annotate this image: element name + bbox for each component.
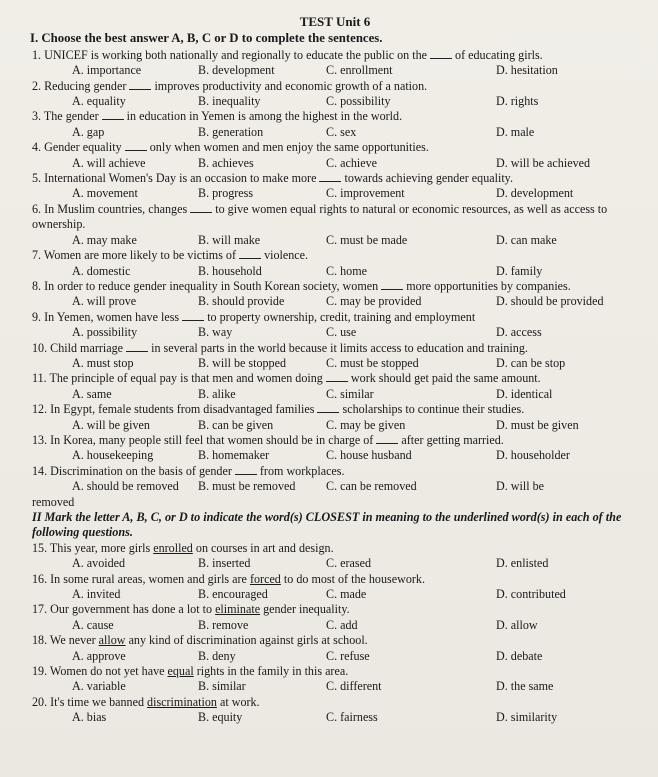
- question-prefix: 17. Our government has done a lot to: [32, 602, 213, 617]
- question-text: [32, 633, 638, 648]
- option-d: D. the same: [496, 679, 554, 694]
- option-d: D. debate: [496, 648, 543, 663]
- option-a: A. importance: [72, 63, 142, 78]
- question-suffix: towards achieving gender equality.: [344, 171, 513, 186]
- question-prefix: 4. Gender equality: [32, 140, 122, 155]
- question-prefix: 13. In Korea, many people still feel that women should be in charge of: [32, 432, 374, 447]
- option-b: B. will be stopped: [198, 355, 287, 370]
- underlined-word: eliminate: [215, 602, 261, 617]
- options-row: [72, 156, 638, 171]
- question-suffix: at work.: [219, 694, 260, 709]
- option-d: D. can be stop: [496, 355, 566, 370]
- option-b: B. must be removed: [198, 479, 296, 494]
- question-text: [32, 248, 638, 263]
- question-item: [32, 140, 638, 171]
- options-row: [72, 710, 638, 725]
- options-row: [72, 325, 638, 340]
- options-row: [72, 125, 638, 140]
- question-item: [32, 310, 638, 341]
- option-b: B. household: [198, 263, 262, 278]
- answer-blank: [319, 171, 341, 182]
- option-c: C. similar: [326, 386, 374, 401]
- question-text: [32, 464, 638, 479]
- question-prefix: 10. Child marriage: [32, 340, 124, 355]
- question-suffix: to give women equal rights to natural or economic resources, as well as access to ownership.: [32, 201, 608, 232]
- question-item: [32, 572, 638, 603]
- question-text: [32, 664, 638, 679]
- options-row: [72, 587, 638, 602]
- underlined-word: equal: [167, 664, 194, 679]
- option-d: D. allow: [496, 617, 538, 632]
- option-a: A. must stop: [72, 355, 134, 370]
- underlined-word: discrimination: [147, 694, 217, 709]
- option-d: D. can make: [496, 232, 557, 247]
- question-suffix: improves productivity and economic growth of a nation.: [154, 78, 428, 93]
- question-text: [32, 602, 638, 617]
- question-item: [32, 433, 638, 464]
- question-item: [32, 79, 638, 110]
- options-row: [72, 418, 638, 433]
- question-text: [32, 140, 638, 155]
- option-a: A. equality: [72, 94, 126, 109]
- option-c: C. must be made: [326, 232, 408, 247]
- option-b: B. equity: [198, 710, 243, 725]
- question-suffix: to do most of the housework.: [283, 571, 425, 586]
- answer-blank: [182, 310, 204, 321]
- option-c: C. enrollment: [326, 63, 393, 78]
- option-a: A. cause: [72, 617, 114, 632]
- question-suffix: any kind of discrimination against girls at school.: [128, 633, 368, 648]
- option-c: C. use: [326, 325, 357, 340]
- question-text: [32, 202, 638, 233]
- option-b: B. inequality: [198, 94, 261, 109]
- options-row: [72, 387, 638, 402]
- options-row: [72, 294, 638, 309]
- option-b: B. will make: [198, 232, 261, 247]
- answer-blank: [190, 202, 212, 213]
- option-c: C. may be provided: [326, 294, 422, 309]
- question-text: [32, 402, 638, 417]
- option-a: A. will prove: [72, 294, 137, 309]
- option-b: B. progress: [198, 186, 254, 201]
- option-a: A. domestic: [72, 263, 131, 278]
- question-prefix: 6. In Muslim countries, changes: [32, 201, 188, 216]
- answer-blank: [376, 433, 398, 444]
- question-suffix: from workplaces.: [259, 463, 345, 478]
- question-item: [32, 109, 638, 140]
- part-1-questions: [32, 48, 638, 510]
- option-a: A. will be given: [72, 417, 150, 432]
- option-c: C. house husband: [326, 448, 412, 463]
- question-item: [32, 402, 638, 433]
- option-continuation: removed: [32, 494, 75, 509]
- option-b: B. similar: [198, 679, 246, 694]
- question-prefix: 7. Women are more likely to be victims of: [32, 248, 237, 263]
- option-a: A. housekeeping: [72, 448, 154, 463]
- option-d: D. householder: [496, 448, 570, 463]
- option-a: A. same: [72, 386, 112, 401]
- option-b: B. can be given: [198, 417, 274, 432]
- option-b: B. deny: [198, 648, 236, 663]
- question-text: [32, 371, 638, 386]
- options-row: [72, 63, 638, 78]
- question-text: [32, 48, 638, 63]
- question-item: [32, 664, 638, 695]
- option-d: D. enlisted: [496, 556, 549, 571]
- options-row: [72, 448, 638, 463]
- section-2-heading: II Mark the letter A, B, C, or D to indicate the word(s) CLOSEST in meaning to the underlined word(s) in each of the following questions.: [32, 510, 622, 540]
- question-prefix: 5. International Women's Day is an occasion to make more: [32, 171, 317, 186]
- options-row: [72, 233, 638, 248]
- option-c: C. fairness: [326, 710, 378, 725]
- option-a: A. invited: [72, 587, 121, 602]
- option-b: B. development: [198, 63, 275, 78]
- option-d: D. hesitation: [496, 63, 558, 78]
- option-b: B. achieves: [198, 155, 254, 170]
- option-a: A. gap: [72, 124, 105, 139]
- question-prefix: 8. In order to reduce gender inequality in South Korean society, women: [32, 278, 379, 293]
- question-item: [32, 371, 638, 402]
- question-prefix: 12. In Egypt, female students from disadvantaged families: [32, 402, 315, 417]
- option-d: D. similarity: [496, 710, 558, 725]
- question-text: [32, 572, 638, 587]
- question-suffix: only when women and men enjoy the same opportunities.: [149, 140, 429, 155]
- option-a: A. variable: [72, 679, 126, 694]
- question-prefix: 20. It's time we banned: [32, 694, 145, 709]
- option-c: C. possibility: [326, 94, 391, 109]
- question-text: [32, 695, 638, 710]
- question-suffix: violence.: [264, 248, 309, 263]
- option-c: C. home: [326, 263, 367, 278]
- option-c: C. can be removed: [326, 479, 417, 494]
- option-a: A. approve: [72, 648, 126, 663]
- question-suffix: after getting married.: [401, 432, 504, 447]
- option-d: D. will be: [496, 479, 545, 494]
- question-suffix: in education in Yemen is among the highest in the world.: [126, 109, 403, 124]
- option-c: C. may be given: [326, 417, 406, 432]
- answer-blank: [235, 464, 257, 475]
- question-item: [32, 633, 638, 664]
- option-d: D. identical: [496, 386, 553, 401]
- options-row: [72, 186, 638, 201]
- answer-blank: [102, 109, 124, 120]
- question-item: [32, 341, 638, 372]
- option-d: D. family: [496, 263, 543, 278]
- option-d: D. access: [496, 325, 542, 340]
- option-d: D. male: [496, 124, 535, 139]
- question-prefix: 16. In some rural areas, women and girls are: [32, 571, 247, 586]
- question-prefix: 19. Women do not yet have: [32, 664, 165, 679]
- options-row: [72, 649, 638, 664]
- question-suffix: more opportunities by companies.: [406, 278, 571, 293]
- question-item: [32, 202, 638, 248]
- question-item: [32, 541, 638, 572]
- question-item: [32, 464, 638, 510]
- question-suffix: rights in the family in this area.: [196, 664, 349, 679]
- question-item: [32, 695, 638, 726]
- option-a: A. possibility: [72, 325, 138, 340]
- answer-blank: [129, 79, 151, 90]
- option-c: C. sex: [326, 124, 357, 139]
- option-b: B. encouraged: [198, 587, 268, 602]
- question-text: [32, 109, 638, 124]
- question-prefix: 11. The principle of equal pay is that men and women doing: [32, 371, 323, 386]
- page-title: TEST Unit 6: [299, 14, 371, 29]
- question-text: [32, 279, 638, 294]
- section-1-heading: I. Choose the best answer A, B, C or D to complete the sentences.: [30, 31, 383, 46]
- answer-blank: [430, 48, 452, 59]
- question-suffix: to property ownership, credit, training and employment: [207, 309, 476, 324]
- option-b: B. should provide: [198, 294, 285, 309]
- options-row: [72, 679, 638, 694]
- question-prefix: 1. UNICEF is working both nationally and regionally to educate the public on the: [32, 47, 427, 62]
- question-item: [32, 171, 638, 202]
- option-d: D. must be given: [496, 417, 579, 432]
- option-b: B. generation: [198, 124, 264, 139]
- question-suffix: of educating girls.: [455, 47, 543, 62]
- question-prefix: 3. The gender: [32, 109, 99, 124]
- option-b: B. way: [198, 325, 233, 340]
- options-row: [72, 264, 638, 279]
- question-suffix: scholarships to continue their studies.: [342, 402, 525, 417]
- question-text: [32, 341, 638, 356]
- underlined-word: allow: [98, 633, 126, 648]
- question-text: [32, 171, 638, 186]
- part-2-questions: [32, 541, 638, 726]
- question-text: [32, 433, 638, 448]
- question-suffix: in several parts in the world because it limits access to education and training.: [151, 340, 528, 355]
- question-item: [32, 248, 638, 279]
- question-prefix: 15. This year, more girls: [32, 540, 151, 555]
- option-b: B. remove: [198, 617, 249, 632]
- option-a: A. should be removed: [72, 479, 179, 494]
- question-prefix: 9. In Yemen, women have less: [32, 309, 180, 324]
- option-c: C. made: [326, 587, 367, 602]
- answer-blank: [326, 371, 348, 382]
- question-prefix: 14. Discrimination on the basis of gender: [32, 463, 232, 478]
- option-c: C. improvement: [326, 186, 405, 201]
- question-prefix: 18. We never: [32, 633, 96, 648]
- option-d: D. should be provided: [496, 294, 604, 309]
- options-row: [72, 479, 638, 494]
- option-c: C. achieve: [326, 155, 378, 170]
- option-d: D. development: [496, 186, 574, 201]
- option-c: C. erased: [326, 556, 371, 571]
- option-a: A. will achieve: [72, 155, 146, 170]
- option-d: D. rights: [496, 94, 539, 109]
- option-d: D. will be achieved: [496, 155, 591, 170]
- options-row: [72, 556, 638, 571]
- answer-blank: [239, 248, 261, 259]
- question-suffix: on courses in art and design.: [195, 540, 334, 555]
- option-b: B. alike: [198, 386, 236, 401]
- question-text: [32, 79, 638, 94]
- option-c: C. different: [326, 679, 382, 694]
- underlined-word: enrolled: [153, 540, 193, 555]
- answer-blank: [126, 341, 148, 352]
- option-a: A. avoided: [72, 556, 126, 571]
- options-row: [72, 94, 638, 109]
- question-prefix: 2. Reducing gender: [32, 78, 127, 93]
- option-c: C. must be stopped: [326, 355, 419, 370]
- question-item: [32, 279, 638, 310]
- option-d: D. contributed: [496, 587, 566, 602]
- option-c: C. refuse: [326, 648, 370, 663]
- question-text: [32, 310, 638, 325]
- option-a: A. movement: [72, 186, 138, 201]
- question-item: [32, 602, 638, 633]
- question-text: [32, 541, 638, 556]
- option-a: A. may make: [72, 232, 137, 247]
- option-c: C. add: [326, 617, 358, 632]
- answer-blank: [125, 140, 147, 151]
- options-row: [72, 618, 638, 633]
- answer-blank: [317, 402, 339, 413]
- option-b: B. homemaker: [198, 448, 270, 463]
- options-row: [72, 356, 638, 371]
- question-item: [32, 48, 638, 79]
- underlined-word: forced: [249, 571, 281, 586]
- question-suffix: work should get paid the same amount.: [350, 371, 541, 386]
- option-b: B. inserted: [198, 556, 251, 571]
- option-a: A. bias: [72, 710, 107, 725]
- question-suffix: gender inequality.: [263, 602, 350, 617]
- answer-blank: [381, 279, 403, 290]
